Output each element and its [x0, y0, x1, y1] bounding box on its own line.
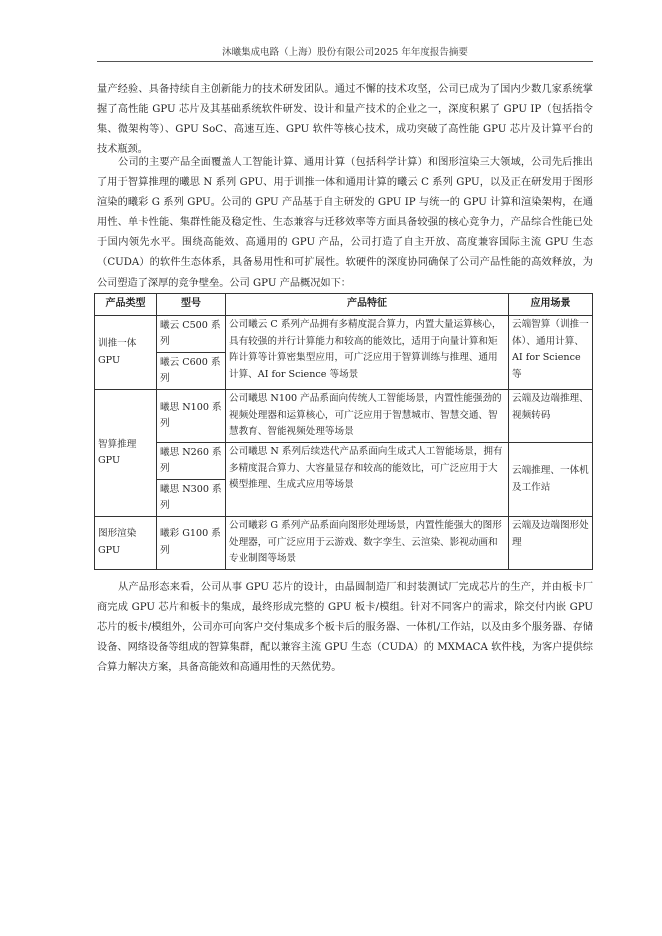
header-model: 型号 — [157, 294, 226, 316]
table-row — [95, 443, 593, 480]
cell-application: 云端推理、一体机及工作站 — [509, 443, 593, 517]
table-row — [95, 316, 593, 353]
paragraph-rd-team: 量产经验、具备持续自主创新能力的技术研发团队。通过不懈的技术攻坚，公司已成为了国内少数几家系统掌握了高性能 GPU 芯片及其基础系统软件研发、设计和量产技术的企业之一，深度积累了 GPU IP（包括指令集、微架构等）、GPU SoC、高速互连、GPU 软件等核心技术，成功突破了高性能 GPU 芯片及计算平台的技术瓶颈。 — [97, 84, 593, 156]
cell-model: 曦思 N300 系列 — [157, 480, 226, 517]
header-application: 应用场景 — [509, 294, 593, 316]
cell-feature: 公司曦思 N 系列后续迭代产品系面向生成式人工智能场景，拥有多精度混合算力、大容量显存和较高的能效比，可广泛应用于大模型推理、生成式应用等场景 — [226, 443, 509, 517]
cell-product-type: 智算推理 GPU — [95, 390, 157, 517]
header-features: 产品特征 — [226, 294, 509, 316]
header-divider — [97, 61, 593, 62]
table-row — [95, 517, 593, 570]
cell-product-type: 训推一体 GPU — [95, 316, 157, 390]
header-product-type: 产品类型 — [95, 294, 157, 316]
paragraph-product-overview: 公司的主要产品全面覆盖人工智能计算、通用计算（包括科学计算）和图形渲染三大领域，公司先后推出了用于智算推理的曦思 N 系列 GPU、用于训推一体和通用计算的曦云 C 系列 GPU，以及正在研发用于图形渲染的曦彩 G 系列 GPU。公司的 GPU 产品基于自主研发的 GPU IP 与统一的 GPU 计算和渲染架构，在通用性、单卡性能、集群性能及稳定性、生态兼容与迁移效率等方面具备较强的核心竞争力，产品综合性能已处于国内领先水平。围绕高能效、高通用的 GPU 产品，公司打造了自主开放、高度兼容国际主流 GPU 生态（CUDA）的软件生态体系，具备易用性和可扩展性。软硬件的深度协同确保了公司产品性能的高效释放，为公司塑造了深厚的竞争壁垒。公司 GPU 产品概况如下： — [97, 157, 593, 289]
cell-feature: 公司曦彩 G 系列产品系面向图形处理场景，内置性能强大的图形处理器，可广泛应用于云游戏、数字孪生、云渲染、影视动画和专业制图等场景 — [226, 517, 509, 570]
cell-application: 云端及边端图形处理 — [509, 517, 593, 570]
paragraph-product-form: 从产品形态来看，公司从事 GPU 芯片的设计，由晶圆制造厂和封装测试厂完成芯片的生产，并由板卡厂商完成 GPU 芯片和板卡的集成，最终形成完整的 GPU 板卡/模组。针对不同客户的需求，除交付内嵌 GPU 芯片的板卡/模组外，公司亦可向客户交付集成多个板卡后的服务器、一体机/工作站，以及由多个服务器、存储设备、网络设备等组成的智算集群，配以兼容主流 GPU 生态（CUDA）的 MXMACA 软件栈，为客户提供综合算力解决方案，具备高能效和高通用性的天然优势。 — [97, 582, 593, 674]
page-header: 沐曦集成电路（上海）股份有限公司2025 年年度报告摘要 — [222, 47, 468, 58]
gpu-product-table — [94, 293, 593, 570]
table-row — [95, 390, 593, 443]
cell-model: 曦思 N100 系列 — [157, 390, 226, 443]
cell-feature: 公司曦云 C 系列产品拥有多精度混合算力，内置大量运算核心，具有较强的并行计算能力和较高的能效比，适用于向量计算和矩阵计算等计算密集型应用，可广泛应用于智算训练与推理、通用计算、AI for Science 等场景 — [226, 316, 509, 390]
cell-model: 曦彩 G100 系列 — [157, 517, 226, 570]
cell-application: 云端智算（训推一体）、通用计算、AI for Science 等 — [509, 316, 593, 390]
cell-application: 云端及边端推理、视频转码 — [509, 390, 593, 443]
table-header-row — [95, 294, 593, 316]
cell-product-type: 图形渲染 GPU — [95, 517, 157, 570]
cell-model: 曦云 C500 系列 — [157, 316, 226, 353]
cell-feature: 公司曦思 N100 产品系面向传统人工智能场景，内置性能强劲的视频处理器和运算核心，可广泛应用于智慧城市、智慧交通、智慧教育、智能视频处理等场景 — [226, 390, 509, 443]
cell-model: 曦思 N260 系列 — [157, 443, 226, 480]
cell-model: 曦云 C600 系列 — [157, 353, 226, 390]
